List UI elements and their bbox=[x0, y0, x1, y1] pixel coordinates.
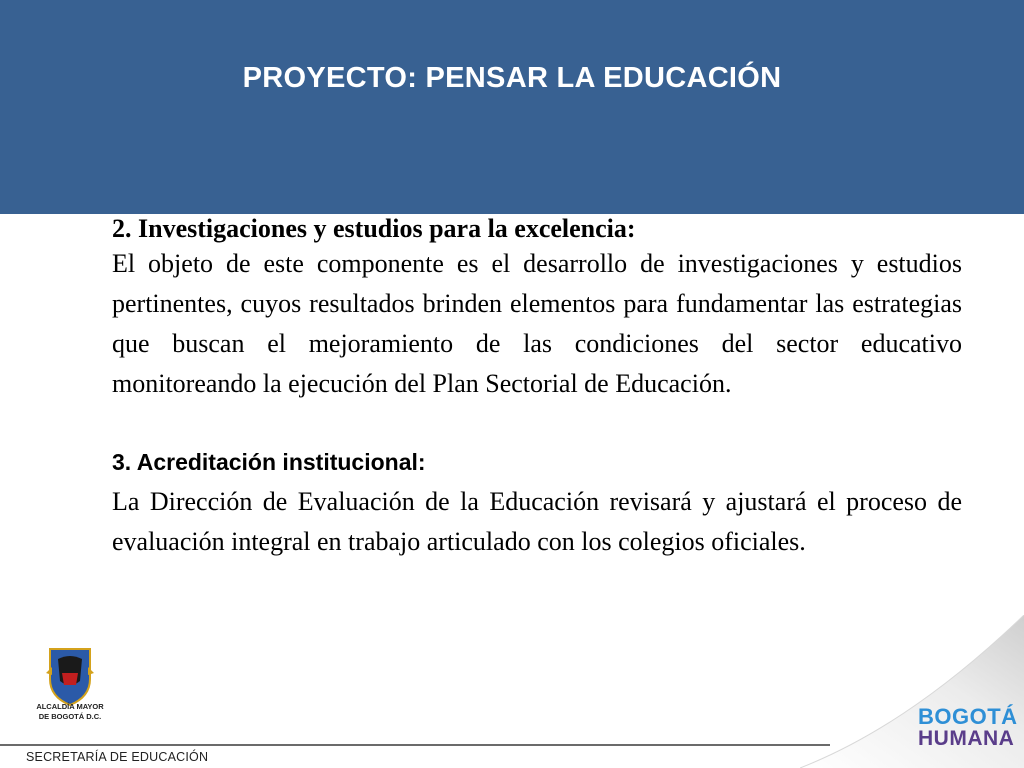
section-body-research: El objeto de este componente es el desarrollo de investigaciones y estudios pertinentes, cuyos resultados brinden elementos para fundamentar las estrategias que buscan el mejoramiento de las condiciones del sector educativo monitoreando la ejecución del Plan Sectorial de Educación. bbox=[112, 249, 962, 398]
slide-content bbox=[112, 214, 962, 562]
logo-left-line1: ALCALDÍA MAYOR bbox=[36, 702, 104, 711]
bogota-humana-logo bbox=[918, 706, 1018, 750]
section-heading-research: 2. Investigaciones y estudios para la excelencia: bbox=[112, 214, 636, 243]
footer-divider bbox=[0, 744, 830, 746]
section-body-accreditation: La Dirección de Evaluación de la Educación revisará y ajustará el proceso de evaluación integral en trabajo articulado con los colegios oficiales. bbox=[112, 487, 962, 556]
coat-of-arms-icon bbox=[22, 645, 118, 737]
bogota-logo-word2: HUMANA bbox=[918, 727, 1015, 750]
mayor-office-logo-text bbox=[14, 702, 126, 722]
logo-left-line2: DE BOGOTÁ D.C. bbox=[38, 712, 102, 721]
footer-department: SECRETARÍA DE EDUCACIÓN bbox=[26, 750, 209, 764]
section-heading-accreditation: 3. Acreditación institucional: bbox=[112, 449, 426, 475]
slide-title: PROYECTO: PENSAR LA EDUCACIÓN bbox=[242, 62, 782, 94]
bogota-logo-word1: BOGOTÁ bbox=[918, 704, 1018, 729]
slide-header bbox=[0, 0, 1024, 214]
